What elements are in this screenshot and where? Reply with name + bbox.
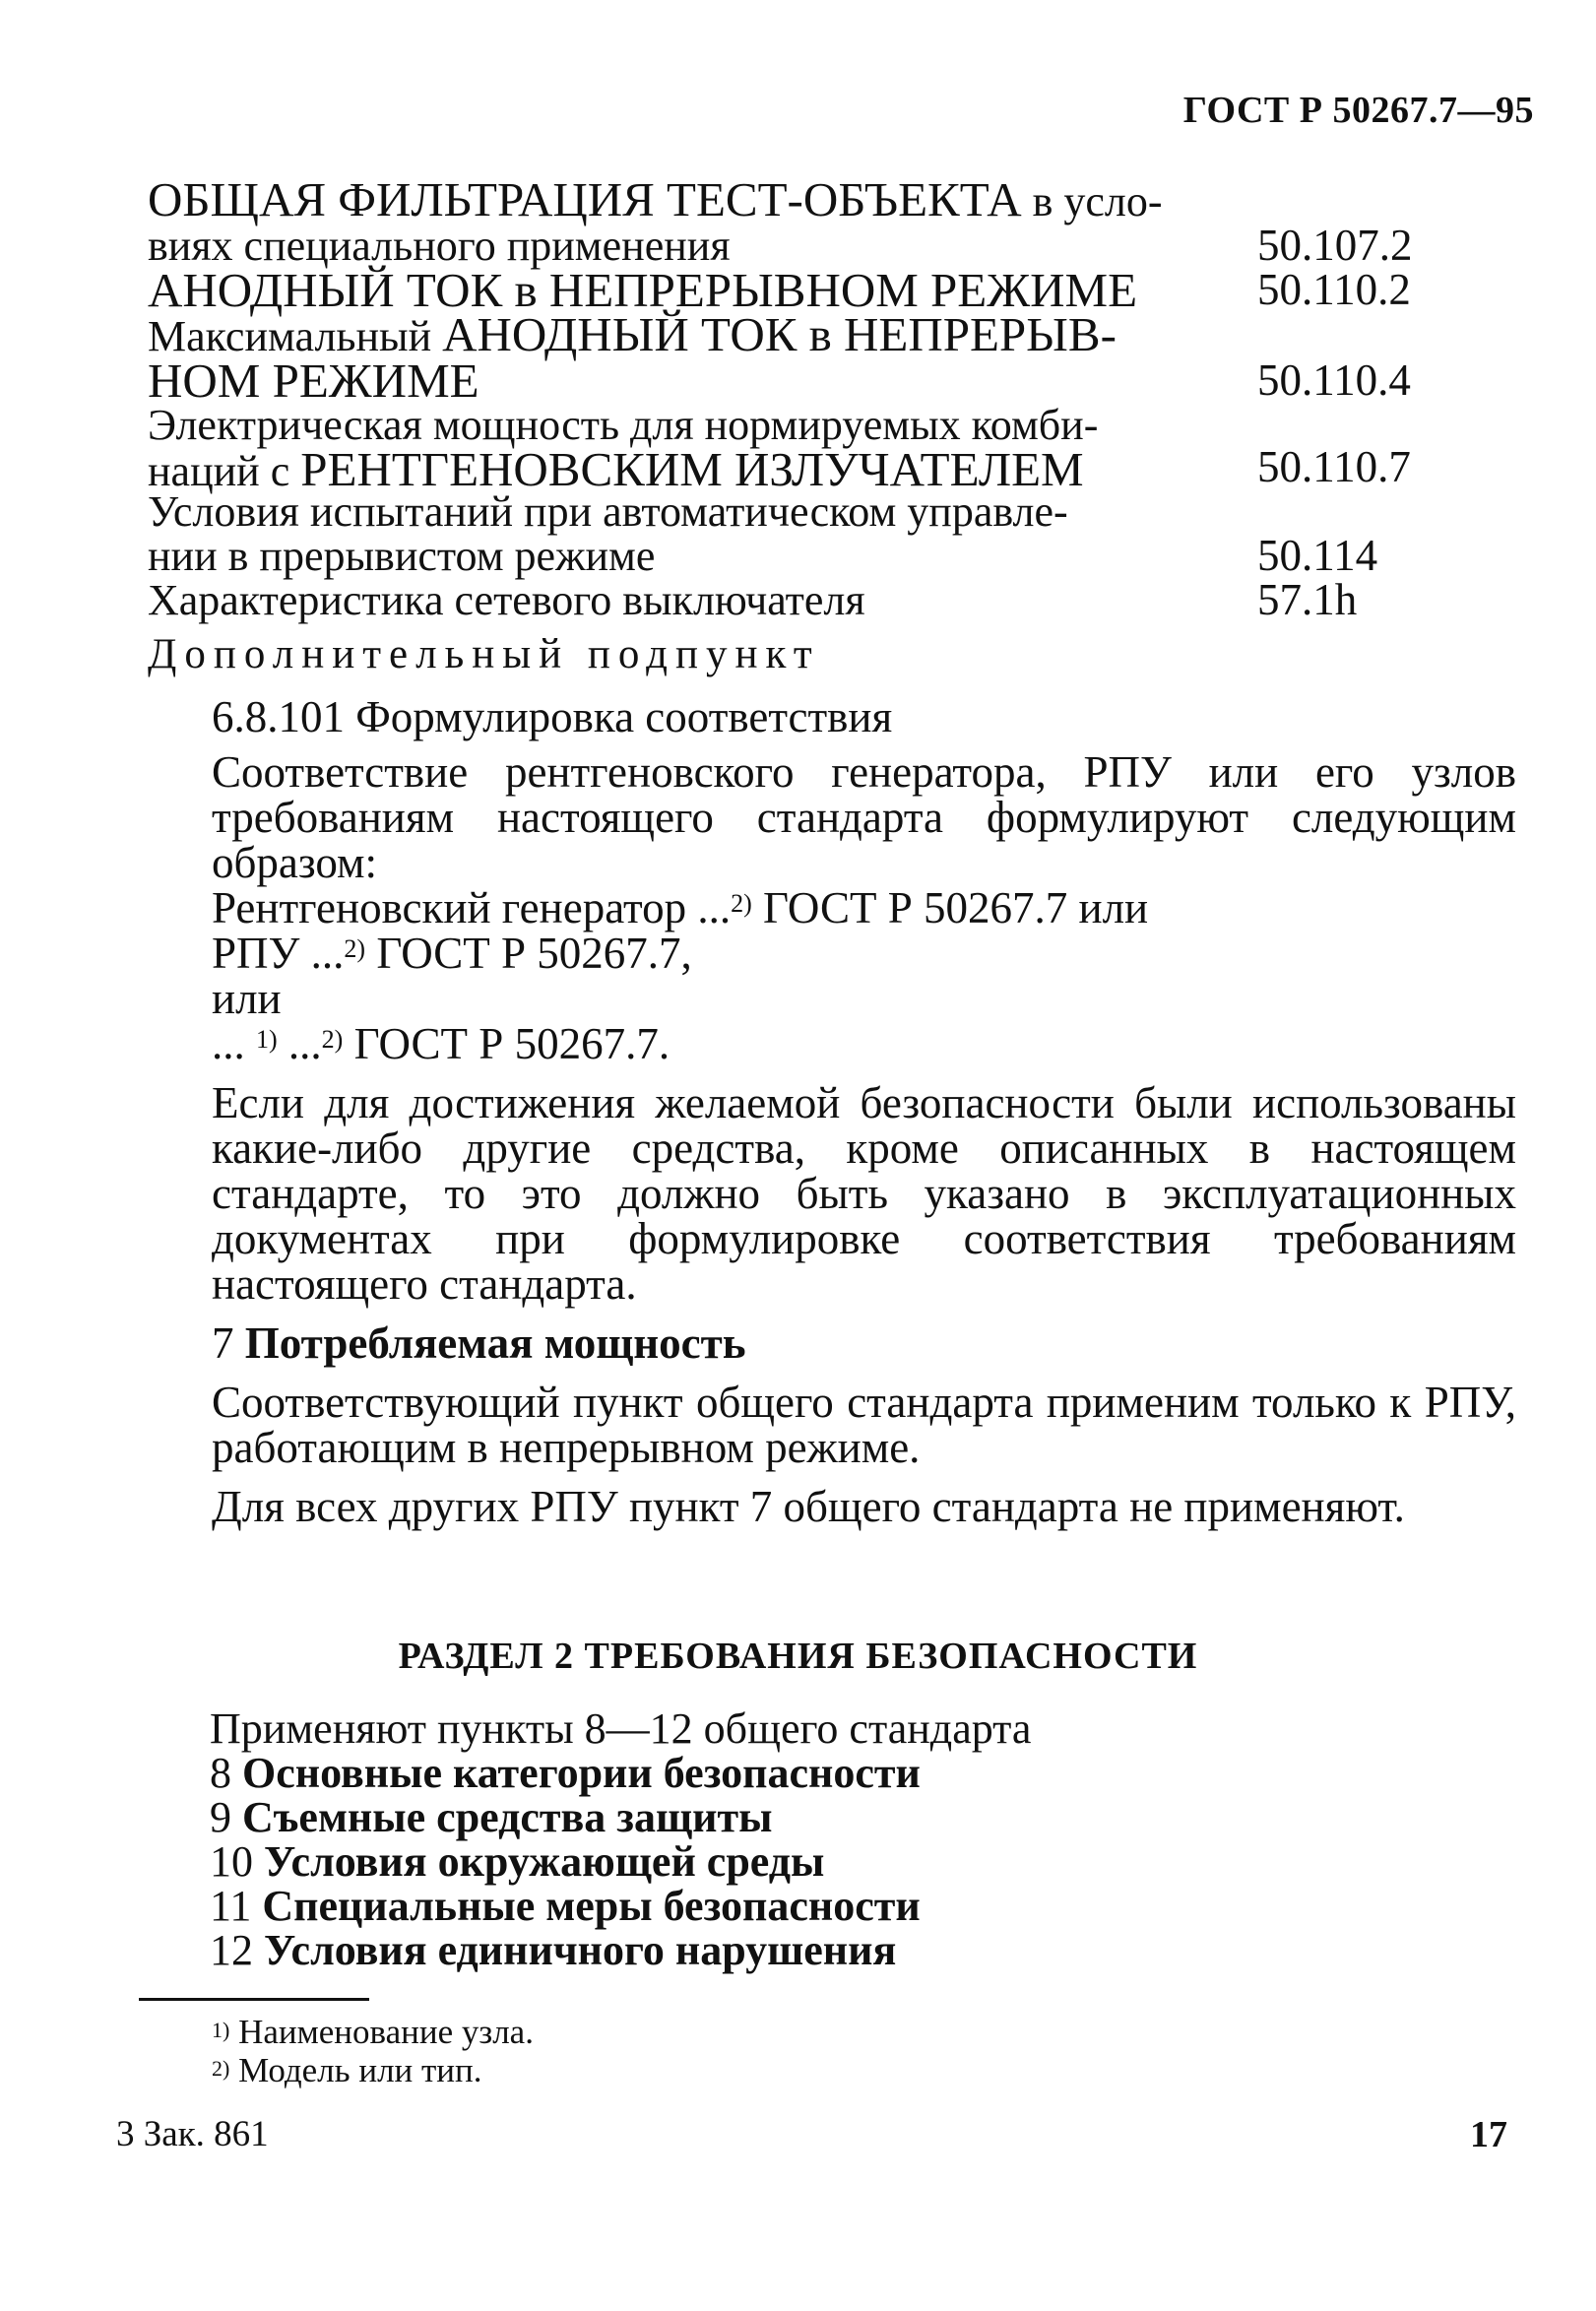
running-header: ГОСТ Р 50267.7—95 (1182, 90, 1534, 131)
clause-item: 10 Условия окружающей среды (210, 1837, 825, 1886)
index-entry (148, 263, 1428, 317)
section-title: РАЗДЕЛ 2 ТРЕБОВАНИЯ БЕЗОПАСНОСТИ (398, 1636, 1198, 1677)
footnote-ref: 2) (321, 1025, 344, 1054)
index-term-text: виях специального применения (148, 222, 731, 270)
index-term-text: нии в прерывистом режиме (148, 532, 656, 580)
index-term-text: Характеристика сетевого выключателя (148, 576, 865, 624)
footnote-mark: 1) (212, 2018, 230, 2042)
formula-line: ... $^{1)}$ ...$^{2)}$ ГОСТ Р 50267.7. (212, 1019, 670, 1068)
index-entry (148, 172, 1428, 270)
index-term-text: наций с (148, 447, 301, 495)
formula-line: Рентгеновский генератор ...$^{2)}$ ГОСТ Р 50267.7 или (212, 883, 1149, 932)
index-entry (148, 575, 1428, 624)
clause-list (210, 1706, 1031, 1972)
paragraph: Для всех других РПУ пункт 7 общего стандарта не применяют. (212, 1482, 1405, 1531)
index-entry (148, 307, 1428, 408)
index-term-text: в усло- (1021, 177, 1163, 225)
section-intro: Применяют пункты 8—12 общего стандарта (210, 1704, 1032, 1753)
term-index (148, 172, 1428, 624)
clause-item: 9 Съемные средства защиты (210, 1793, 773, 1841)
index-entry (148, 401, 1428, 496)
footnote-mark: 2) (212, 2056, 230, 2081)
page-number: 17 (1470, 2114, 1507, 2155)
index-entry (148, 489, 1428, 578)
index-term-caps: АНОДНЫЙ ТОК в НЕПРЕРЫВ- (442, 307, 1117, 361)
formula-line: РПУ ...$^{2)}$ ГОСТ Р 50267.7, (212, 929, 692, 978)
index-term-caps: НОМ РЕЖИМЕ (148, 353, 479, 408)
footnote-ref: 2) (344, 934, 366, 963)
footnote: $^{1)}$ Наименование узла. (212, 2013, 534, 2051)
index-term-caps: АНОДНЫЙ ТОК в НЕПРЕРЫВНОМ РЕЖИМЕ (148, 263, 1138, 317)
index-number: 50.110.7 (1257, 442, 1411, 491)
subheading: Дополнительный подпункт (148, 631, 820, 677)
paragraph: Соответствие рентгеновского генератора, РПУ или его узлов требованиям настоящего стандарта формулируют следующим образом: (212, 747, 1516, 887)
paragraph: Если для достижения желаемой безопасности были использованы какие-либо другие средства, кроме описанных в настоящем стандарте, то это должно быть указано в эксплуатационных документах при формулировке соответствия требованиям настоящего стандарта. (212, 1078, 1516, 1309)
clause-item: 12 Условия единичного нарушения (210, 1926, 897, 1974)
clause-item: 8 Основные категории безопасности (210, 1749, 921, 1797)
index-number: 50.114 (1257, 531, 1378, 580)
footnote-ref: 1) (256, 1025, 278, 1054)
footnote-ref: 2) (731, 889, 752, 918)
index-term-caps: ОБЩАЯ ФИЛЬТРАЦИЯ ТЕСТ-ОБЪЕКТА (148, 172, 1022, 226)
clause-heading: 7 Потребляемая мощность (212, 1318, 746, 1368)
formula-line: или (212, 974, 282, 1023)
index-number: 50.110.2 (1257, 265, 1411, 314)
index-term-text: Условия испытаний при автоматическом управле- (148, 487, 1068, 536)
index-term-text: Максимальный (148, 312, 443, 360)
footnote-rule (139, 1998, 369, 2001)
index-number: 50.110.4 (1257, 355, 1411, 405)
clause-heading: 6.8.101 Формулировка соответствия (212, 692, 893, 741)
clause-item: 11 Специальные меры безопасности (210, 1882, 921, 1930)
order-number: 3 Зак. 861 (116, 2114, 269, 2154)
paragraph: Соответствующий пункт общего стандарта применим только к РПУ, работающим в непрерывном режиме. (212, 1378, 1516, 1472)
index-number: 50.107.2 (1257, 221, 1413, 270)
index-term-text: Электрическая мощность для нормируемых комби- (148, 401, 1099, 449)
index-number: 57.1h (1257, 575, 1358, 624)
footnote: $^{2)}$ Модель или тип. (212, 2051, 482, 2089)
index-term-caps: РЕНТГЕНОВСКИМ ИЗЛУЧАТЕЛЕМ (300, 442, 1084, 496)
body-text (143, 694, 1516, 1529)
